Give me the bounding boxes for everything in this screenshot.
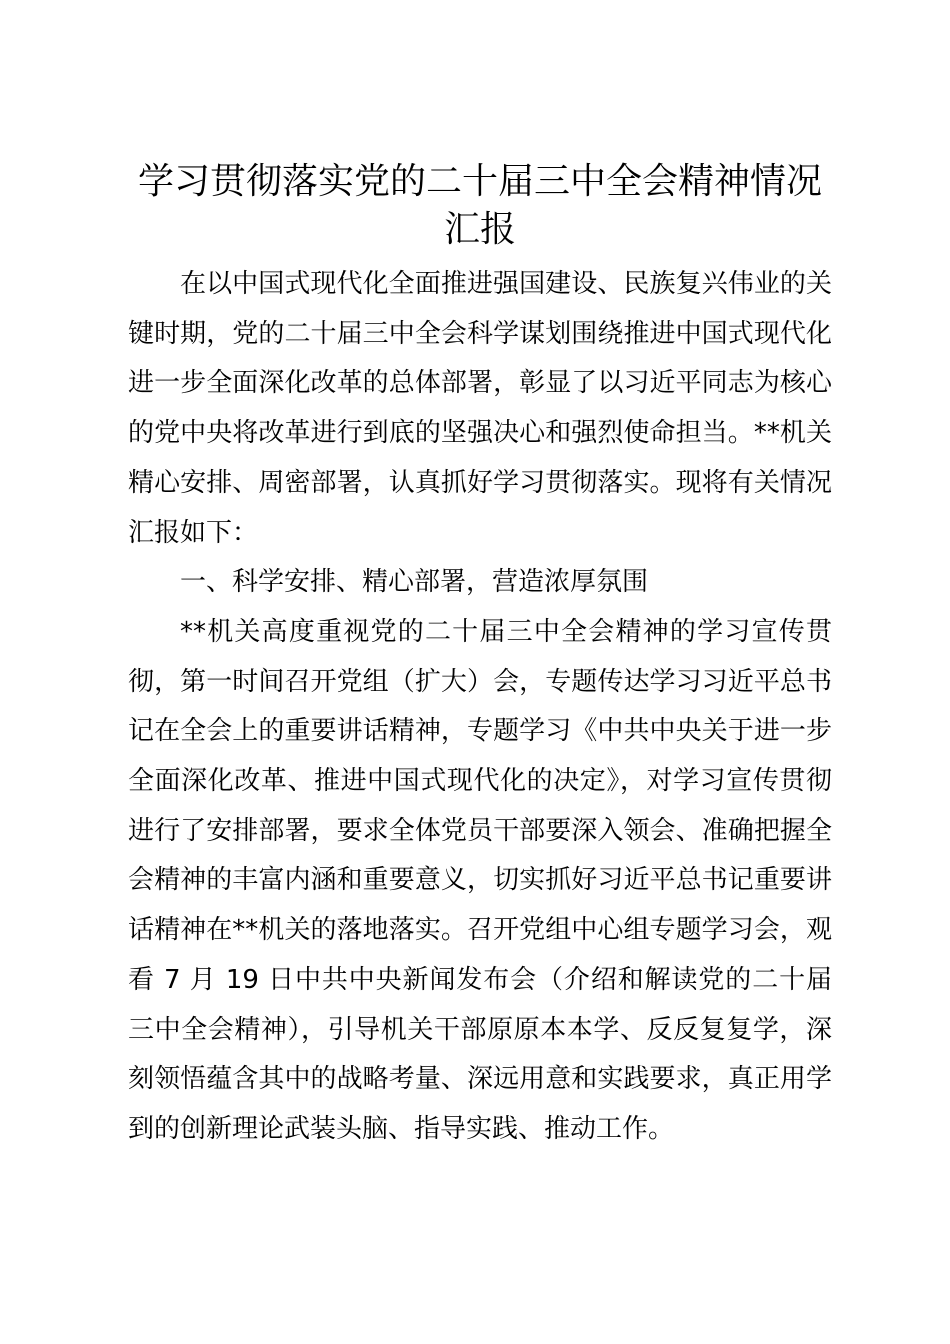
- document-title: 学习贯彻落实党的二十届三中全会精神情况汇报: [137, 161, 822, 250]
- section-heading-1: 一、科学安排、精心部署，营造浓厚氛围: [180, 567, 649, 598]
- intro-paragraph: 在以中国式现代化全面推进强国建设、民族复兴伟业的关键时期，党的二十届三中全会科学谋划围绕推进中国式现代化进一步全面深化改革的总体部署，彰显了以习近平同志为核心的党中央将改革进行到底的坚强决心和强烈使命担当。**机关精心安排、周密部署，认真抓好学习贯彻落实。现将有关情况汇报如下：: [128, 269, 832, 548]
- section-paragraph-1: **机关高度重视党的二十届三中全会精神的学习宣传贯彻，第一时间召开党组（扩大）会，专题传达学习习近平总书记在全会上的重要讲话精神，专题学习《中共中央关于进一步全面深化改革、推进中国式现代化的决定》，对学习宣传贯彻进行了安排部署，要求全体党员干部要深入领会、准确把握全会精神的丰富内涵和重要意义，切实抓好习近平总书记重要讲话精神在**机关的落地落实。召开党组中心组专题学习会，观看 7 月 19 日中共中央新闻发布会（介绍和解读党的二十届三中全会精神），引导机关干部原原本本学、反反复复学，深刻领悟蕴含其中的战略考量、深远用意和实践要求，真正用学到的创新理论武装头脑、指导实践、推动工作。: [128, 616, 832, 1144]
- document-page: [128, 158, 832, 1155]
- document-body: [128, 260, 832, 1155]
